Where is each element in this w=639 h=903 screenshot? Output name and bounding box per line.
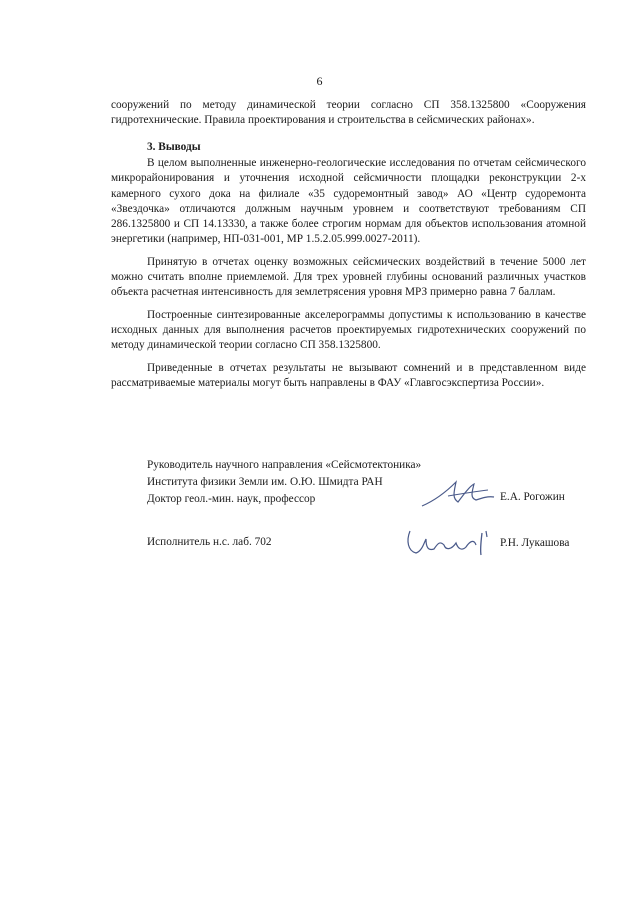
executor-title: Исполнитель н.с. лаб. 702 [147, 536, 272, 548]
head-position-line-1: Руководитель научного направления «Сейсмотектоника» [147, 459, 422, 471]
head-position-line-3: Доктор геол.-мин. наук, профессор [147, 493, 316, 505]
executor-signatory-name: Р.Н. Лукашова [500, 537, 570, 549]
conclusion-paragraph-4: Приведенные в отчетах результаты не вызывают сомнений и в представленном виде рассматриваемые материалы могут быть направлены в ФАУ «Главгосэкспертиза России». [111, 361, 586, 389]
head-signature-image [418, 478, 496, 510]
conclusions-section [111, 156, 586, 398]
conclusion-paragraph-2: Принятую в отчетах оценку возможных сейсмических воздействий в течение 5000 лет можно считать вполне приемлемой. Для трех уровней глубины оснований различных участков объекта расчетная интенсивность для землетрясения уровня МРЗ примерно равна 7 баллам. [111, 255, 586, 299]
conclusion-paragraph-1: В целом выполненные инженерно-геологические исследования по отчетам сейсмического микрорайонирования и уточнения исходной сейсмичности площадки реконструкции 2-х камерного сухого дока на филиале «35 судоремонтный завод» АО «Центр судоремонта «Звездочка» отличаются должным научным уровнем и соответствуют требованиям СП 286.1325800 и СП 14.13330, а также более строгим нормам для объектов использования атомной энергетики (например, НП-031-001, МР 1.5.2.05.999.0027-2011). [111, 157, 586, 246]
head-signature-block [147, 457, 421, 508]
executor-signature-image [402, 525, 492, 561]
head-position-line-2: Института физики Земли им. О.Ю. Шмидта РАН [147, 476, 383, 488]
conclusion-paragraph-3: Построенные синтезированные акселерограммы допустимы к использованию в качестве исходных данных для выполнения расчетов проектируемых гидротехнических сооружений по методу динамической теории согласно СП 358.1325800. [111, 308, 586, 352]
section-heading: 3. Выводы [147, 141, 201, 153]
page-number: 6 [316, 74, 323, 88]
head-signatory-name: Е.А. Рогожин [500, 491, 565, 503]
intro-paragraph: сооружений по методу динамической теории согласно СП 358.1325800 «Сооружения гидротехнические. Правила проектирования и строительства в сейсмических районах». [111, 99, 586, 127]
